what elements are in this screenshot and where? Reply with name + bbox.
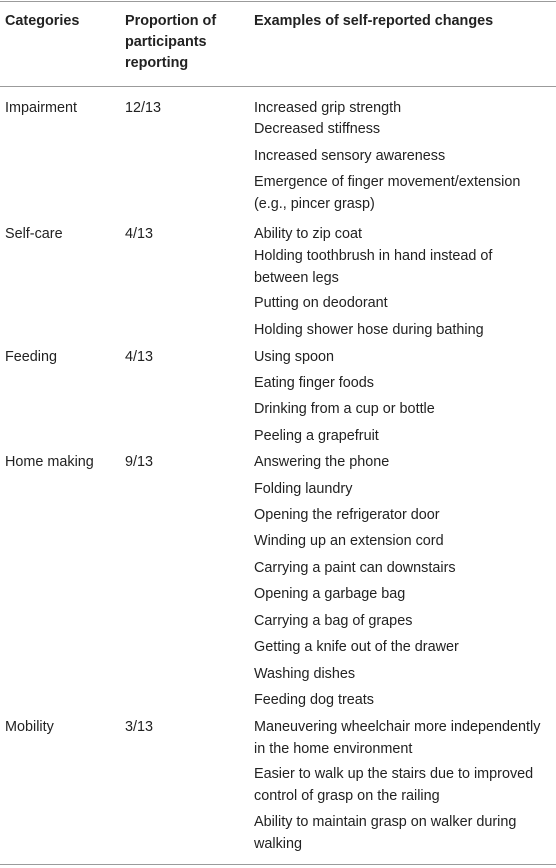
- example-item: Getting a knife out of the drawer: [254, 639, 459, 655]
- example-item: Ability to maintain grasp on walker during walking: [254, 814, 517, 852]
- example-item: Feeding dog treats: [254, 692, 375, 708]
- row-category: Home making: [5, 454, 94, 470]
- example-item: Winding up an extension cord: [254, 533, 444, 549]
- row-category: Impairment: [5, 100, 77, 116]
- example-item: Opening a garbage bag: [254, 586, 406, 602]
- row-category: Feeding: [5, 349, 58, 365]
- example-item: Easier to walk up the stairs due to improved control of grasp on the railing: [254, 766, 534, 804]
- example-item: Ability to zip coat: [254, 226, 362, 242]
- header-categories: Categories: [5, 13, 80, 29]
- table-bottom-rule: [0, 864, 556, 865]
- example-item: Carrying a bag of grapes: [254, 613, 413, 629]
- example-item: Maneuvering wheelchair more independently in the home environment: [254, 719, 541, 757]
- row-category: Self-care: [5, 226, 63, 242]
- example-item: Increased grip strength: [254, 100, 402, 116]
- example-item: Increased sensory awareness: [254, 148, 446, 164]
- row-proportion: 4/13: [125, 226, 154, 242]
- example-item: Carrying a paint can downstairs: [254, 560, 456, 576]
- example-item: Emergence of finger movement/extension (e.g., pincer grasp): [254, 174, 521, 212]
- example-item: Holding shower hose during bathing: [254, 322, 484, 338]
- example-item: Answering the phone: [254, 454, 390, 470]
- example-item: Drinking from a cup or bottle: [254, 401, 435, 417]
- row-category: Mobility: [5, 719, 54, 735]
- table-top-rule: [0, 1, 556, 2]
- header-proportion: Proportion of participants reporting: [125, 13, 217, 71]
- row-proportion: 4/13: [125, 349, 154, 365]
- header-examples: Examples of self-reported changes: [254, 13, 494, 29]
- example-item: Opening the refrigerator door: [254, 507, 440, 523]
- example-item: Holding toothbrush in hand instead of between legs: [254, 248, 493, 286]
- example-item: Eating finger foods: [254, 375, 375, 391]
- example-item: Putting on deodorant: [254, 295, 388, 311]
- row-proportion: 9/13: [125, 454, 154, 470]
- row-proportion: 12/13: [125, 100, 162, 116]
- header-rule: [0, 86, 556, 87]
- row-proportion: 3/13: [125, 719, 154, 735]
- example-item: Using spoon: [254, 349, 334, 365]
- example-item: Washing dishes: [254, 666, 356, 682]
- example-item: Peeling a grapefruit: [254, 428, 379, 444]
- example-item: Decreased stiffness: [254, 121, 381, 137]
- example-item: Folding laundry: [254, 481, 353, 497]
